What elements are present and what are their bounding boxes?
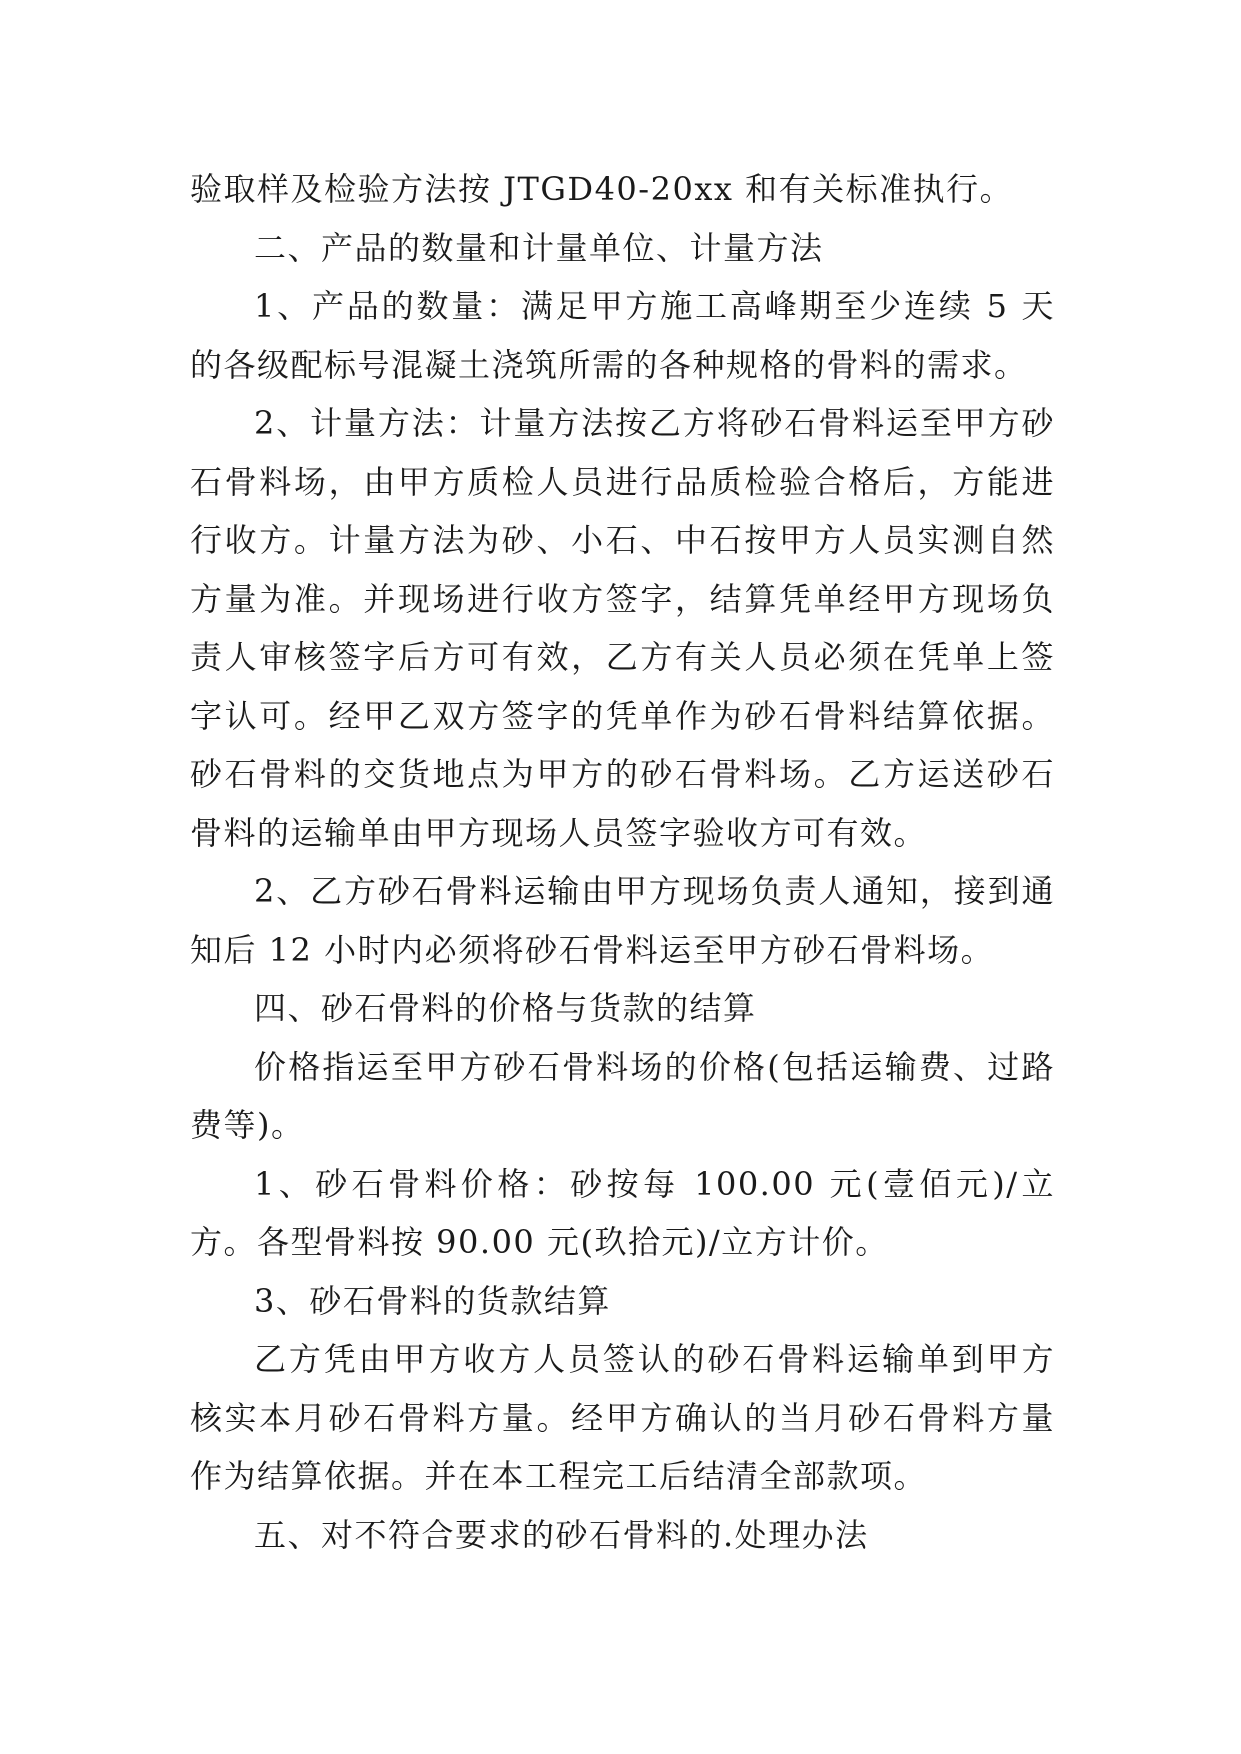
paragraph-price-definition: 价格指运至甲方砂石骨料场的价格(包括运输费、过路费等)。 <box>190 1047 1055 1144</box>
subheading-payment-settlement: 3、砂石骨料的货款结算 <box>254 1281 611 1320</box>
document-body <box>190 160 1055 1564</box>
paragraph-measurement-method: 2、计量方法：计量方法按乙方将砂石骨料运至甲方砂石骨料场，由甲方质检人员进行品质检验合格后，方能进行收方。计量方法为砂、小石、中石按甲方人员实测自然方量为准。并现场进行收方签字，结算凭单经甲方现场负责人审核签字后方可有效，乙方有关人员必须在凭单上签字认可。经甲乙双方签字的凭单作为砂石骨料结算依据。砂石骨料的交货地点为甲方的砂石骨料场。乙方运送砂石骨料的运输单由甲方现场人员签字验收方可有效。 <box>190 404 1055 852</box>
section-heading-nonconforming: 五、对不符合要求的砂石骨料的.处理办法 <box>254 1515 869 1554</box>
paragraph-payment-settlement: 乙方凭由甲方收方人员签认的砂石骨料运输单到甲方核实本月砂石骨料方量。经甲方确认的当月砂石骨料方量作为结算依据。并在本工程完工后结清全部款项。 <box>190 1340 1055 1495</box>
section-heading-price-settlement: 四、砂石骨料的价格与货款的结算 <box>254 989 757 1027</box>
paragraph-transport-notice: 2、乙方砂石骨料运输由甲方现场负责人通知，接到通知后 12 小时内必须将砂石骨料运至甲方砂石骨料场。 <box>190 872 1055 969</box>
paragraph-aggregate-price: 1、砂石骨料价格：砂按每 100.00 元(壹佰元)/立方。各型骨料按 90.00 元(玖拾元)/立方计价。 <box>190 1164 1055 1261</box>
section-heading-quantity-measurement: 二、产品的数量和计量单位、计量方法 <box>254 228 824 267</box>
paragraph-product-quantity: 1、产品的数量：满足甲方施工高峰期至少连续 5 天的各级配标号混凝土浇筑所需的各种规格的骨料的需求。 <box>190 287 1055 384</box>
paragraph-test-method: 验取样及检验方法按 JTGD40-20xx 和有关标准执行。 <box>190 170 1014 208</box>
